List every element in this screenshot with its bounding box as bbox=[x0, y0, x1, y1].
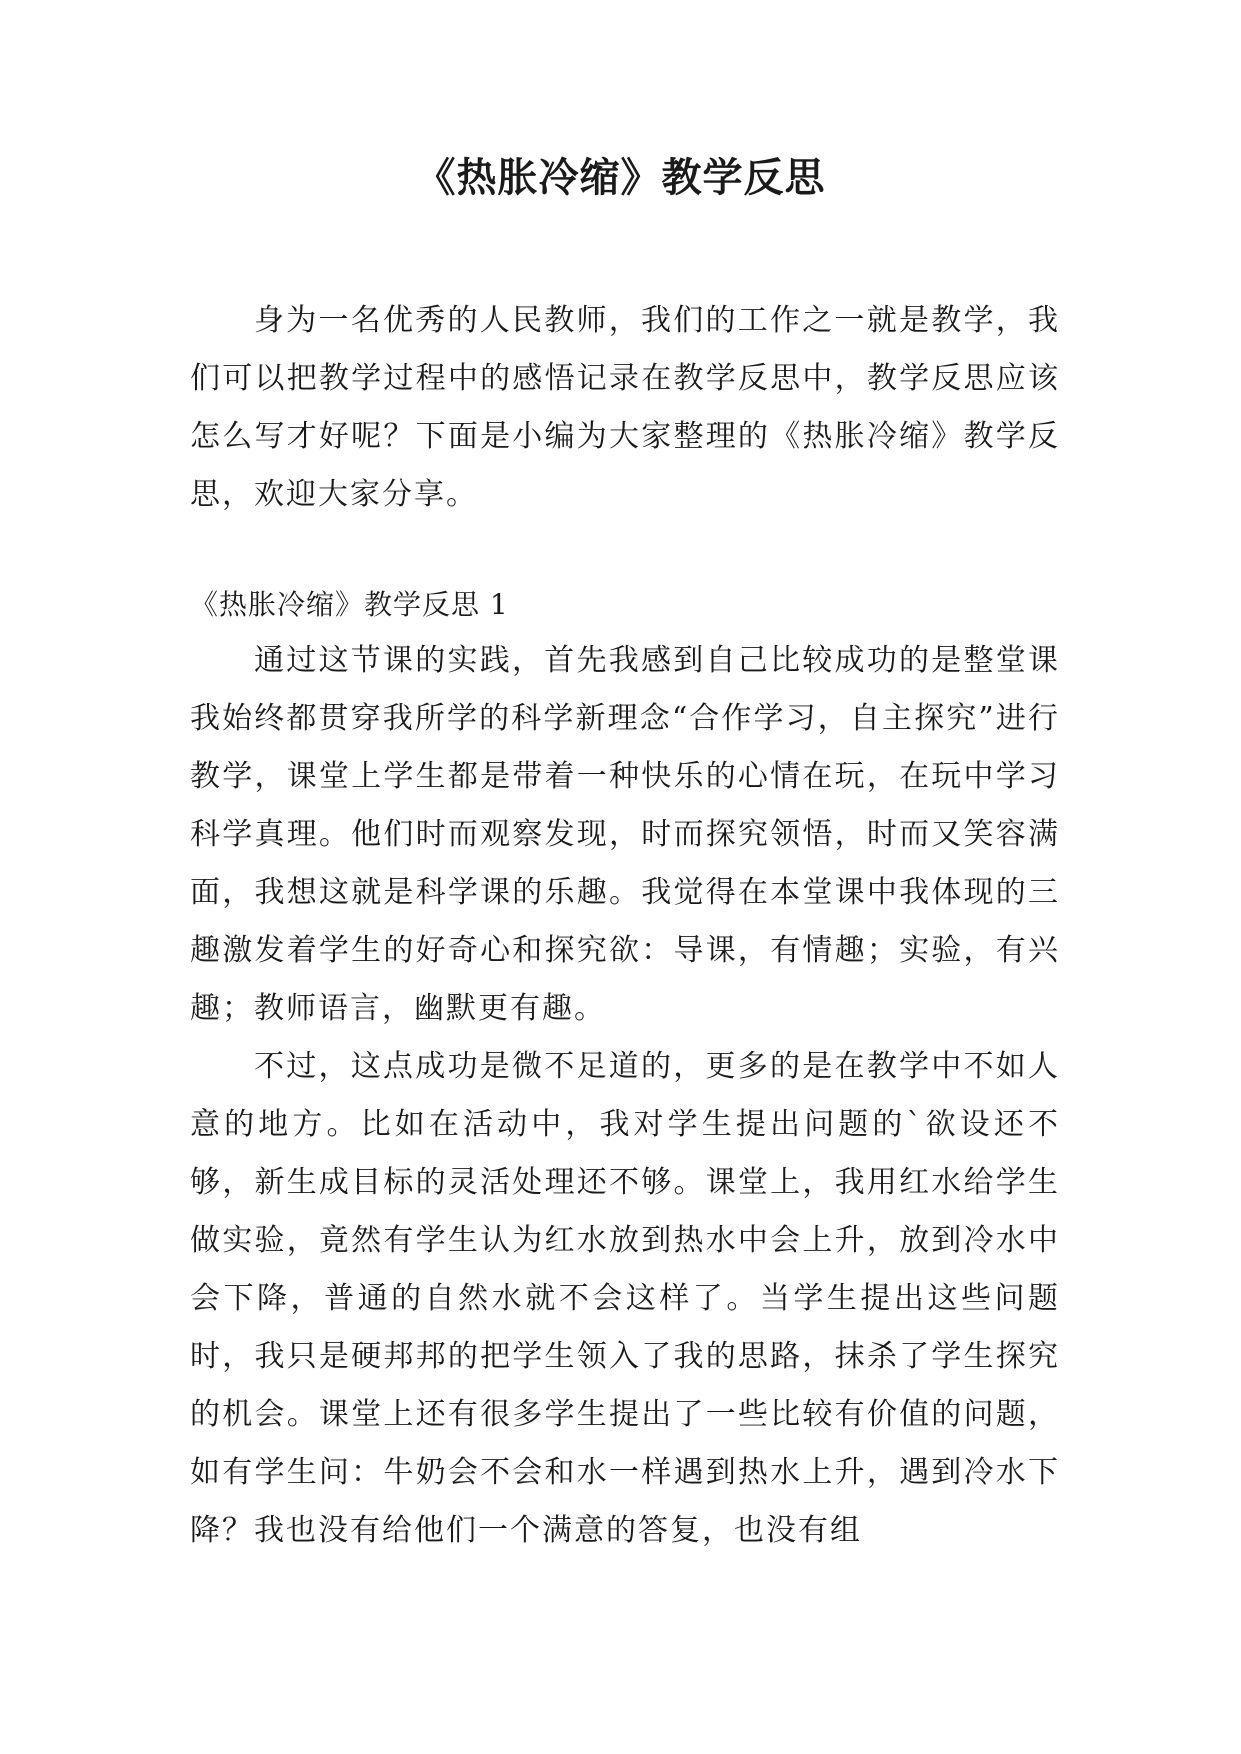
body-paragraph-2: 不过，这点成功是微不足道的，更多的是在教学中不如人意的地方。比如在活动中，我对学生提出问题的`欲设还不够，新生成目标的灵活处理还不够。课堂上，我用红水给学生做实验，竟然有学生认为红水放到热水中会上升，放到冷水中会下降，普通的自然水就不会这样了。当学生提出这些问题时，我只是硬邦邦的把学生领入了我的思路，抹杀了学生探究的机会。课堂上还有很多学生提出了一些比较有价值的问题，如有学生问：牛奶会不会和水一样遇到热水上升，遇到冷水下降？我也没有给他们一个满意的答复，也没有组 bbox=[190, 1049, 1060, 1548]
section-heading: 《热胀冷缩》教学反思 1 bbox=[190, 588, 509, 621]
document-title: 《热胀冷缩》教学反思 bbox=[415, 155, 826, 201]
body-paragraph-1: 通过这节课的实践，首先我感到自己比较成功的是整堂课我始终都贯穿我所学的科学新理念“合作学习，自主探究”进行教学，课堂上学生都是带着一种快乐的心情在玩，在玩中学习科学真理。他们时而观察发现，时而探究领悟，时而又笑容满面，我想这就是科学课的乐趣。我觉得在本堂课中我体现的三趣激发着学生的好奇心和探究欲：导课，有情趣；实验，有兴趣；教师语言，幽默更有趣。 bbox=[190, 643, 1060, 1026]
intro-paragraph: 身为一名优秀的人民教师，我们的工作之一就是教学，我们可以把教学过程中的感悟记录在教学反思中，教学反思应该怎么写才好呢？下面是小编为大家整理的《热胀冷缩》教学反思，欢迎大家分享。 bbox=[190, 303, 1060, 512]
